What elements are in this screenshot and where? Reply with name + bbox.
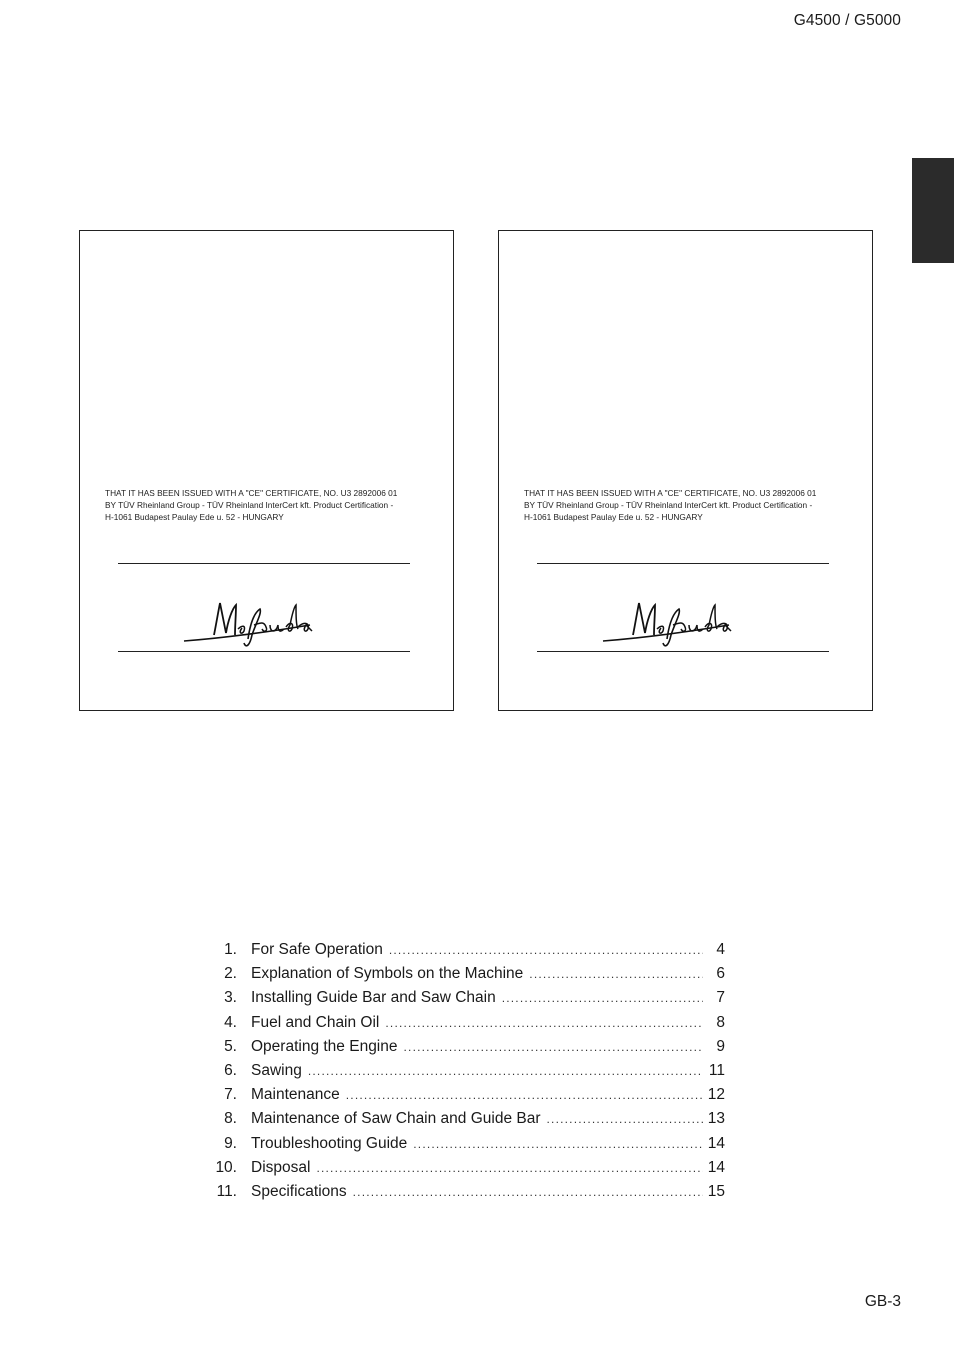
toc-title: Specifications: [251, 1182, 347, 1200]
toc-title: Troubleshooting Guide: [251, 1134, 408, 1152]
toc-leader: [385, 1016, 703, 1030]
toc-title: Installing Guide Bar and Saw Chain: [251, 989, 496, 1007]
toc-item[interactable]: [205, 941, 725, 965]
toc-page: 14: [707, 1134, 725, 1152]
model-header: G4500 / G5000: [793, 12, 901, 29]
toc-number: 11.: [216, 1182, 237, 1200]
toc-number: 9.: [224, 1134, 237, 1152]
toc-item[interactable]: [205, 1086, 725, 1110]
toc-page: 4: [716, 941, 725, 958]
certificate-text: [524, 488, 854, 523]
toc-number: 7.: [224, 1086, 237, 1104]
toc-page: 14: [707, 1158, 725, 1176]
toc-item[interactable]: [205, 1038, 725, 1062]
certificate-box-left: [79, 230, 454, 711]
signature-line-top: [537, 563, 829, 564]
toc-title: Disposal: [251, 1158, 311, 1176]
toc-item[interactable]: [205, 1062, 725, 1086]
certificate-line: THAT IT HAS BEEN ISSUED WITH A "CE" CERTIFICATE, NO. U3 2892006 01: [105, 488, 398, 498]
toc-item[interactable]: [205, 965, 725, 989]
toc-item[interactable]: [205, 989, 725, 1013]
toc-item[interactable]: [205, 1159, 725, 1183]
toc-number: 6.: [224, 1061, 237, 1079]
certificate-line: H-1061 Budapest Paulay Ede u. 52 - HUNGARY: [524, 511, 703, 522]
toc-title: Operating the Engine: [251, 1037, 398, 1055]
toc-leader: [353, 1185, 703, 1199]
toc-item[interactable]: [205, 1183, 725, 1207]
signature-icon: [599, 595, 739, 655]
certificate-line: THAT IT HAS BEEN ISSUED WITH A "CE" CERTIFICATE, NO. U3 2892006 01: [524, 488, 817, 498]
toc-title: Maintenance of Saw Chain and Guide Bar: [251, 1110, 541, 1128]
toc-leader: [308, 1064, 703, 1078]
toc-title: Fuel and Chain Oil: [251, 1013, 380, 1031]
signature-line-bottom: [537, 651, 829, 652]
toc-title: Sawing: [251, 1061, 302, 1079]
toc-page: 15: [707, 1182, 725, 1200]
toc-page: 9: [716, 1037, 725, 1055]
toc-leader: [547, 1112, 703, 1126]
toc-leader: [413, 1137, 703, 1151]
toc-number: 4.: [224, 1013, 237, 1031]
certificate-text: [105, 488, 435, 523]
certificate-line: H-1061 Budapest Paulay Ede u. 52 - HUNGARY: [105, 511, 284, 522]
certificate-box-right: [498, 230, 873, 711]
toc-leader: [404, 1040, 704, 1054]
toc-page: 6: [716, 965, 725, 983]
toc-page: 7: [716, 989, 725, 1007]
toc-leader: [316, 1161, 703, 1175]
toc-page: 13: [707, 1110, 725, 1128]
signature-icon: [180, 595, 320, 655]
toc-title: Maintenance: [251, 1086, 340, 1104]
toc-number: 1.: [224, 941, 237, 958]
toc-page: 11: [708, 1061, 725, 1079]
signature-line-bottom: [118, 651, 410, 652]
toc-number: 2.: [224, 965, 237, 983]
toc-leader: [529, 967, 703, 981]
toc-item[interactable]: [205, 1110, 725, 1134]
certificate-line: BY TÜV Rheinland Group - TÜV Rheinland InterCert kft. Product Certification -: [524, 499, 813, 510]
toc-leader: [389, 943, 703, 957]
toc-item[interactable]: [205, 1014, 725, 1038]
certificate-line: BY TÜV Rheinland Group - TÜV Rheinland InterCert kft. Product Certification -: [105, 499, 394, 510]
language-tab-marker: [912, 158, 954, 263]
toc-title: For Safe Operation: [251, 941, 383, 958]
toc-item[interactable]: [205, 1135, 725, 1159]
toc-title: Explanation of Symbols on the Machine: [251, 965, 524, 983]
toc-number: 10.: [215, 1158, 237, 1176]
signature-line-top: [118, 563, 410, 564]
toc-number: 5.: [224, 1037, 237, 1055]
toc-leader: [346, 1088, 703, 1102]
table-of-contents: [205, 941, 725, 1207]
toc-number: 8.: [224, 1110, 237, 1128]
toc-leader: [502, 991, 703, 1005]
toc-number: 3.: [224, 989, 237, 1007]
toc-page: 12: [707, 1086, 725, 1104]
page-number: GB-3: [864, 1293, 901, 1310]
toc-page: 8: [716, 1013, 725, 1031]
